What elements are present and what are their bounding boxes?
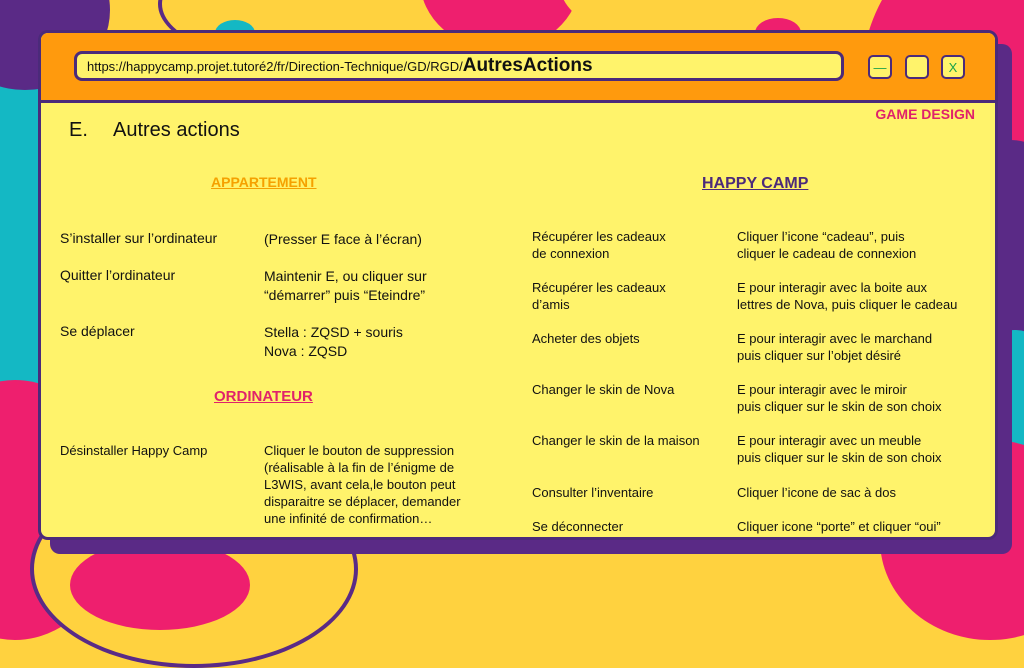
- label-line: de connexion: [532, 246, 610, 261]
- title-text: Autres actions: [113, 119, 240, 141]
- action-description: [264, 230, 494, 249]
- description-line: (Presser E face à l’écran): [264, 231, 422, 247]
- description-line: Cliquer l’icone de sac à dos: [737, 485, 896, 500]
- description-line: Nova : ZQSD: [264, 343, 348, 359]
- action-label: [532, 228, 727, 262]
- description-line: puis cliquer sur l’objet désiré: [737, 348, 902, 363]
- action-description: [737, 279, 997, 313]
- description-line: E pour interagir avec le miroir: [737, 382, 907, 397]
- description-line: disparaitre se déplacer, demander: [264, 494, 461, 509]
- description-line: Stella : ZQSD + souris: [264, 324, 403, 340]
- description-line: Cliquer icone “porte” et cliquer “oui”: [737, 519, 941, 534]
- appartement-heading: APPARTEMENT: [211, 174, 317, 190]
- description-line: E pour interagir avec la boite aux: [737, 280, 928, 295]
- description-line: E pour interagir avec le marchand: [737, 331, 933, 346]
- label-line: Consulter l’inventaire: [532, 485, 654, 500]
- action-label: S’installer sur l’ordinateur: [60, 230, 218, 246]
- description-line: (réalisable à la fin de l’énigme de: [264, 460, 455, 475]
- description-line: E pour interagir avec un meuble: [737, 433, 922, 448]
- action-label: [532, 432, 727, 449]
- action-label: [532, 381, 727, 398]
- description-line: cliquer le cadeau de connexion: [737, 246, 917, 261]
- action-label: Se déplacer: [60, 323, 135, 339]
- action-description: [737, 484, 997, 501]
- action-label: Quitter l’ordinateur: [60, 267, 176, 283]
- description-line: L3WIS, avant cela,le bouton peut: [264, 477, 456, 492]
- label-line: Se déconnecter: [532, 519, 624, 534]
- action-description: [264, 267, 494, 305]
- action-label: [532, 330, 727, 347]
- description-line: lettres de Nova, puis cliquer le cadeau: [737, 297, 958, 312]
- minimize-button[interactable]: [868, 55, 892, 79]
- description-line: “démarrer” puis “Eteindre”: [264, 287, 426, 303]
- action-description: [737, 518, 997, 535]
- window-titlebar: [41, 33, 995, 103]
- browser-window: [38, 30, 998, 540]
- action-description: [264, 442, 494, 527]
- label-line: Récupérer les cadeaux: [532, 229, 666, 244]
- label-line: Changer le skin de Nova: [532, 382, 675, 397]
- label-line: Acheter des objets: [532, 331, 640, 346]
- action-label: [532, 518, 727, 535]
- action-description: [737, 330, 997, 364]
- url-page: AutresActions: [462, 55, 593, 76]
- action-label: [532, 484, 727, 501]
- maximize-button[interactable]: [905, 55, 929, 79]
- ordinateur-heading: ORDINATEUR: [214, 388, 313, 405]
- description-line: Cliquer le bouton de suppression: [264, 443, 455, 458]
- action-label: Désinstaller Happy Camp: [60, 443, 208, 458]
- description-line: Cliquer l’icone “cadeau”, puis: [737, 229, 905, 244]
- url-base: https://happycamp.projet.tutoré2/fr/Direction-Technique/GD/RGD/: [87, 58, 463, 74]
- description-line: puis cliquer sur le skin de son choix: [737, 399, 942, 414]
- close-button[interactable]: [941, 55, 965, 79]
- page-title: [69, 119, 240, 142]
- happy-camp-heading: HAPPY CAMP: [702, 175, 809, 192]
- minimize-icon: —: [873, 59, 887, 75]
- action-description: [737, 228, 997, 262]
- action-label: [532, 279, 727, 313]
- action-description: [737, 432, 997, 466]
- action-description: [737, 381, 997, 415]
- label-line: Récupérer les cadeaux: [532, 280, 666, 295]
- close-icon: X: [948, 59, 958, 75]
- title-number: E.: [69, 119, 88, 141]
- description-line: une infinité de confirmation…: [264, 511, 433, 526]
- description-line: puis cliquer sur le skin de son choix: [737, 450, 942, 465]
- label-line: Changer le skin de la maison: [532, 433, 700, 448]
- address-bar[interactable]: [74, 51, 844, 81]
- section-tag: GAME DESIGN: [875, 106, 975, 122]
- description-line: Maintenir E, ou cliquer sur: [264, 268, 427, 284]
- action-description: [264, 323, 494, 361]
- label-line: d’amis: [532, 297, 570, 312]
